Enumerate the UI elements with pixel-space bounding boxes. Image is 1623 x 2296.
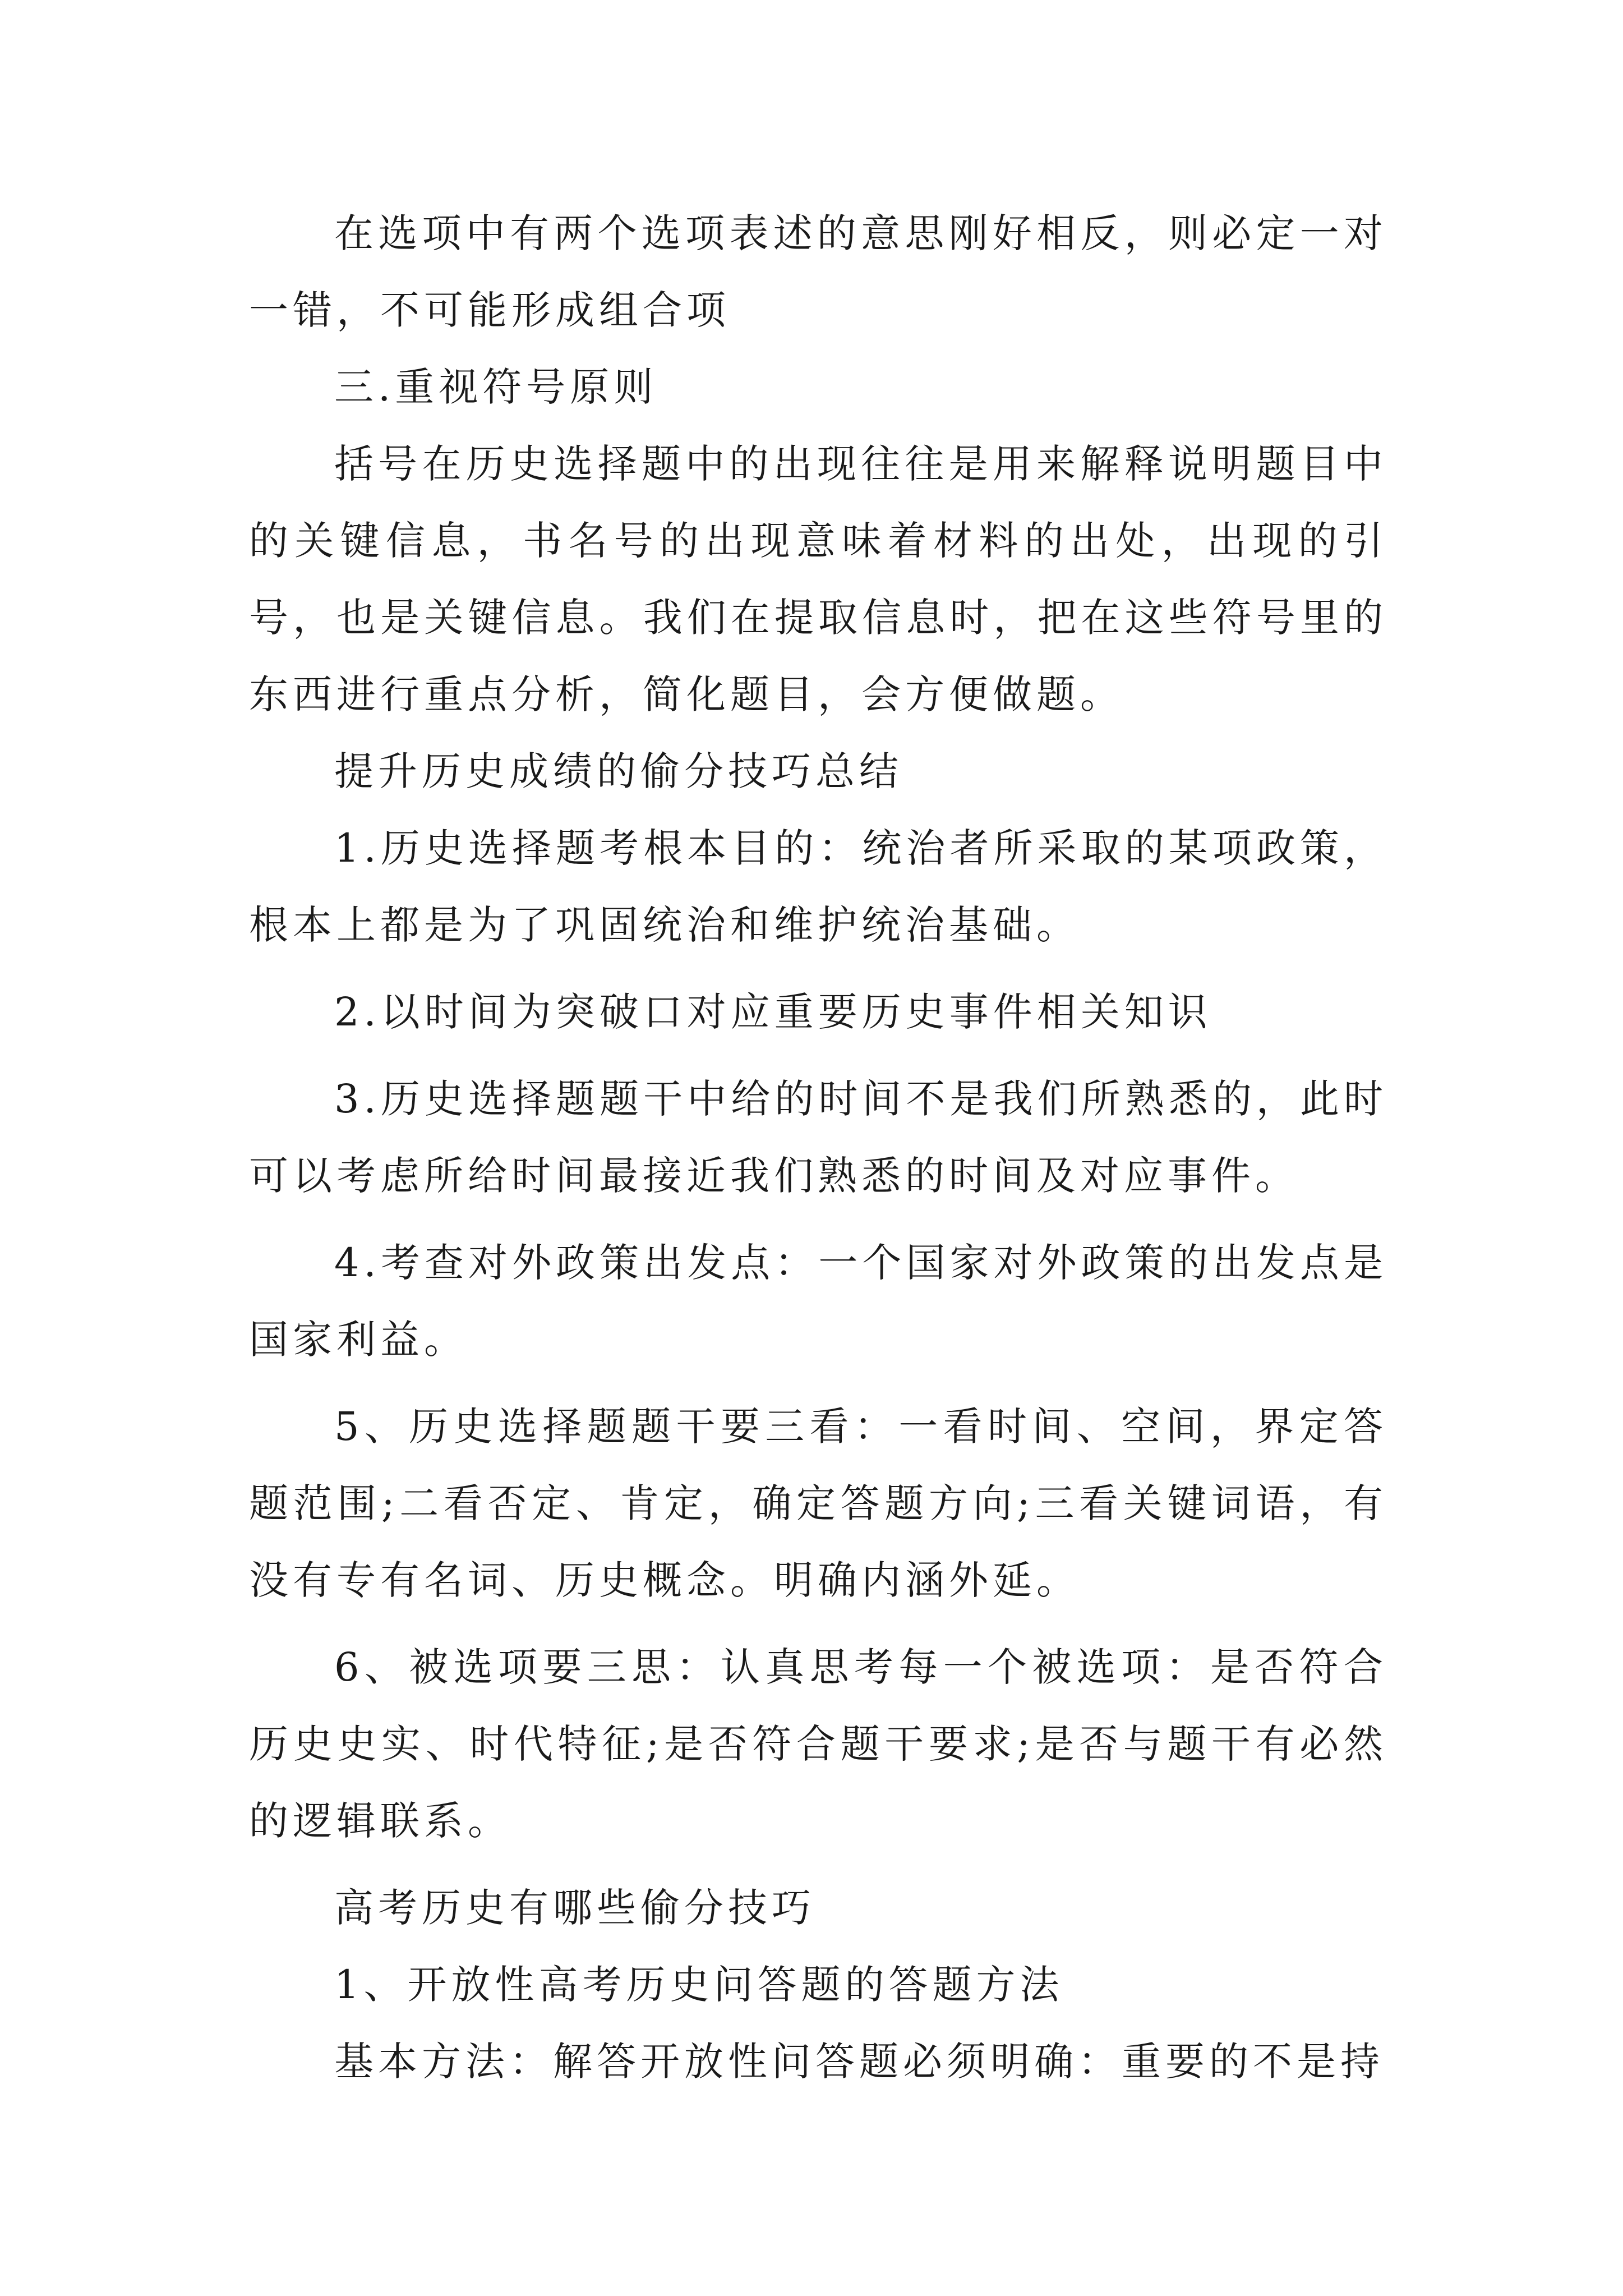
paragraph-opposite-options: 在选项中有两个选项表述的意思刚好相反，则必定一对一错，不可能形成组合项: [249, 210, 1387, 333]
list-item-6: 6、被选项要三思：认真思考每一个被选项：是否符合历史史实、时代特征;是否符合题干要求;是否与题干有必然的逻辑联系。: [249, 1644, 1387, 1844]
list-item-2: 2.以时间为突破口对应重要历史事件相关知识: [334, 989, 1212, 1035]
paragraph-brackets: 括号在历史选择题中的出现往往是用来解释说明题目中的关键信息，书名号的出现意味着材料的出处，出现的引号，也是关键信息。我们在提取信息时，把在这些符号里的东西进行重点分析，简化题目，会方便做题。: [249, 441, 1387, 717]
list-item-5: 5、历史选择题题干要三看：一看时间、空间，界定答题范围;二看否定、肯定，确定答题方向;三看关键词语，有没有专有名词、历史概念。明确内涵外延。: [249, 1404, 1387, 1603]
list-item-3: 3.历史选择题题干中给的时间不是我们所熟悉的，此时可以考虑所给时间最接近我们熟悉的时间及对应事件。: [249, 1076, 1387, 1199]
list-item-1: 1.历史选择题考根本目的：统治者所采取的某项政策，根本上都是为了巩固统治和维护统治基础。: [249, 825, 1387, 948]
subheading-open-questions: 1、开放性高考历史问答题的答题方法: [334, 1962, 1064, 2008]
heading-tips-summary: 提升历史成绩的偷分技巧总结: [334, 748, 903, 794]
heading-exam-tips: 高考历史有哪些偷分技巧: [334, 1885, 815, 1931]
heading-symbol-principle: 三.重视符号原则: [334, 364, 658, 410]
document-body: [249, 195, 1387, 2100]
list-item-4: 4.考查对外政策出发点：一个国家对外政策的出发点是国家利益。: [249, 1240, 1387, 1363]
paragraph-basic-method: 基本方法：解答开放性问答题必须明确：重要的不是持: [334, 2039, 1384, 2085]
